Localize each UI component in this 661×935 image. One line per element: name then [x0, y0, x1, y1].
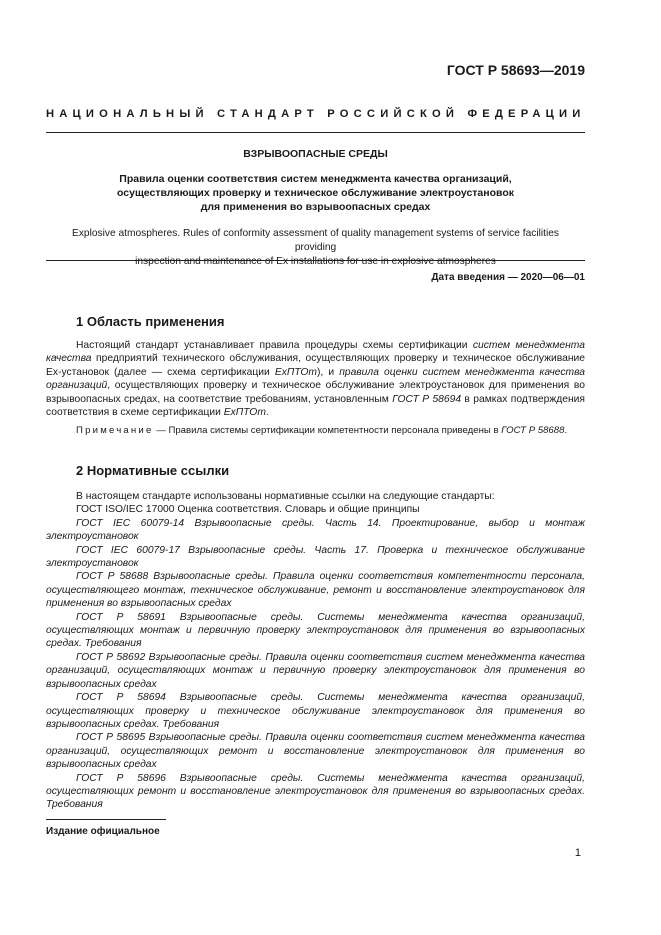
references-intro: В настоящем стандарте использованы нормативные ссылки на следующие стандарты:: [76, 491, 495, 502]
reference-item: ГОСТ IEC 60079-14 Взрывоопасные среды. Часть 14. Проектирование, выбор и монтаж электроустановок: [46, 517, 585, 543]
section-2-body: [46, 490, 585, 812]
edition-label: Издание официальное: [46, 826, 160, 837]
top-rule: [46, 132, 585, 133]
title-line: Правила оценки соответствия систем менеджмента качества организаций,: [119, 173, 512, 185]
reference-item: ГОСТ Р 58688 Взрывоопасные среды. Правила оценки соответствия компетентности персонала, осуществляющего монтаж, техническое обслуживание, ремонт и восстановление электроустановок для применения во взрывоопасных средах: [46, 571, 585, 610]
note-label: Примечание: [76, 425, 154, 436]
section-2-heading: 2 Нормативные ссылки: [76, 463, 230, 478]
scope-paragraph: Настоящий стандарт устанавливает правила процедуры схемы сертификации систем менеджмента качества предприятий технического обслуживания, осуществляющих проверку и техническое обслуживание Ex-установок (далее — схема сертификации ExПТОт), и правила оценки систем менеджмента качества организаций, осуществляющих проверку и техническое обслуживание электроустановок для применения во взрывоопасных средах, на соответствие требованиям, установленным ГОСТ Р 58694 в рамках подтверждения соответствия в схеме сертификации ExПТОт.: [46, 340, 586, 419]
reference-item: ГОСТ Р 58694 Взрывоопасные среды. Системы менеджмента качества организаций, осуществляющих проверку и техническое обслуживание электроустановок для применения во взрывоопасных средах. Требования: [46, 692, 585, 730]
category-heading: ВЗРЫВООПАСНЫЕ СРЕДЫ: [243, 148, 388, 160]
section-1-heading: 1 Область применения: [76, 314, 225, 329]
standard-code: ГОСТ Р 58693—2019: [446, 62, 585, 78]
document-title: [60, 172, 571, 214]
title-line: осуществляющих проверку и техническое обслуживание электроустановок: [116, 187, 515, 199]
reference-item: ГОСТ Р 58692 Взрывоопасные среды. Правила оценки соответствия систем менеджмента качества организаций, осуществляющих монтаж и первичную проверку электроустановок для применения во взрывоопасных средах: [46, 651, 585, 690]
introduction-date: Дата введения — 2020—06—01: [431, 272, 585, 283]
section-1-body: [46, 339, 585, 419]
scope-note: Примечание — Правила системы сертификации компетентности персонала приведены в ГОСТ Р 58688.: [76, 425, 568, 436]
reference-item: ГОСТ IEC 60079-17 Взрывоопасные среды. Часть 17. Проверка и техническое обслуживание электроустановок: [46, 544, 585, 570]
english-title-line: Explosive atmospheres. Rules of conformity assessment of quality management systems of service facilities providing: [72, 228, 559, 253]
reference-item: ГОСТ Р 58695 Взрывоопасные среды. Правила оценки соответствия систем менеджмента качества организаций, осуществляющих ремонт и восстановление электроустановок для применения во взрывоопасных средах: [46, 732, 585, 771]
national-standard-banner: НАЦИОНАЛЬНЫЙ СТАНДАРТ РОССИЙСКОЙ ФЕДЕРАЦИИ: [46, 108, 586, 120]
reference-item: ГОСТ Р 58696 Взрывоопасные среды. Системы менеджмента качества организаций, осуществляющих ремонт и восстановление электроустановок для применения во взрывоопасных средах. Требования: [46, 772, 585, 811]
reference-item: ГОСТ Р 58691 Взрывоопасные среды. Системы менеджмента качества организаций, осуществляющих монтаж и первичную проверку электроустановок для применения во взрывоопасных средах. Требования: [46, 611, 585, 650]
english-title: [60, 227, 571, 269]
page-number: 1: [574, 847, 581, 859]
title-rule: [46, 260, 585, 261]
reference-iso-17000: ГОСТ ISO/IEC 17000 Оценка соответствия. Словарь и общие принципы: [76, 504, 420, 516]
title-line: для применения во взрывоопасных средах: [200, 201, 431, 213]
footer-rule: [46, 819, 166, 820]
english-title-line: inspection and maintenance of Ex installations for use in explosive atmospheres: [135, 256, 496, 267]
